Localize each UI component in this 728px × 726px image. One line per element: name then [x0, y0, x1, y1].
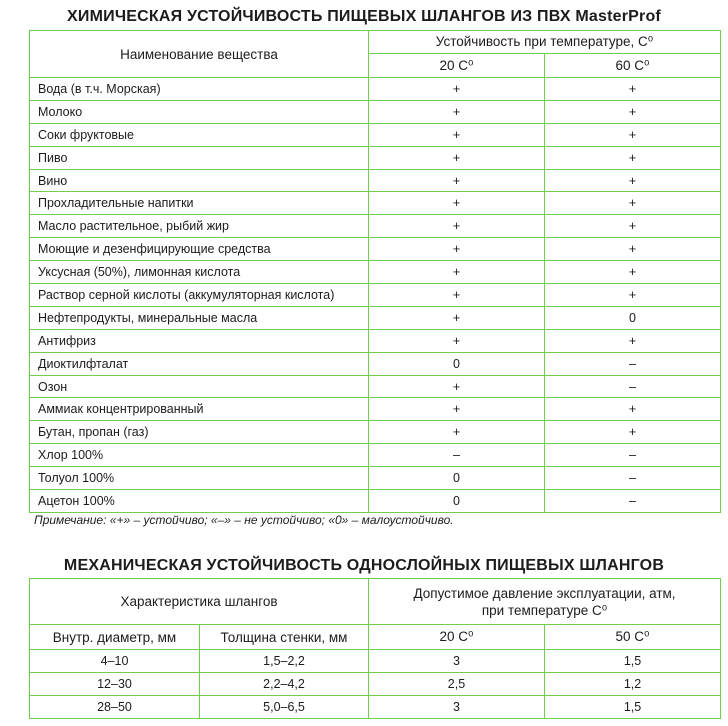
value-20c: –	[369, 444, 545, 467]
substance-name: Соки фруктовые	[30, 123, 369, 146]
table-row	[30, 444, 721, 467]
pressure-50c: 1,5	[545, 650, 721, 673]
value-20c: 0	[369, 352, 545, 375]
header-characteristics: Характеристика шлангов	[30, 579, 369, 625]
header-pressure	[369, 579, 721, 625]
substance-name: Вода (в т.ч. Морская)	[30, 78, 369, 101]
pressure-20c: 3	[369, 650, 545, 673]
table-row	[30, 650, 721, 673]
table-row	[30, 329, 721, 352]
value-20c: 0	[369, 490, 545, 513]
value-60c: +	[545, 100, 721, 123]
table-row	[30, 284, 721, 307]
table-row	[30, 398, 721, 421]
value-60c: +	[545, 261, 721, 284]
chemical-resistance-table	[29, 30, 721, 513]
table-row	[30, 696, 721, 719]
header-temp-50: 50 С⁰	[545, 625, 721, 650]
header-pressure-line2: при температуре С⁰	[481, 602, 608, 618]
value-60c: +	[545, 421, 721, 444]
chemical-table-title: ХИМИЧЕСКАЯ УСТОЙЧИВОСТЬ ПИЩЕВЫХ ШЛАНГОВ ИЗ ПВХ MasterProf	[67, 8, 661, 25]
substance-name: Моющие и дезенфицирующие средства	[30, 238, 369, 261]
table-row	[30, 352, 721, 375]
legend-note: Примечание: «+» – устойчиво; «–» – не устойчиво; «0» – малоустойчиво.	[34, 513, 454, 527]
substance-name: Хлор 100%	[30, 444, 369, 467]
value-20c: +	[369, 100, 545, 123]
wall-thickness: 5,0–6,5	[200, 696, 369, 719]
substance-name: Толуол 100%	[30, 467, 369, 490]
header-temp-20: 20 С⁰	[369, 54, 545, 78]
chemical-table-body	[30, 78, 721, 513]
substance-name: Раствор серной кислоты (аккумуляторная кислота)	[30, 284, 369, 307]
value-20c: +	[369, 261, 545, 284]
mechanical-resistance-table	[29, 578, 721, 719]
value-60c: +	[545, 78, 721, 101]
table-row	[30, 215, 721, 238]
value-60c: +	[545, 238, 721, 261]
pressure-20c: 3	[369, 696, 545, 719]
value-60c: +	[545, 284, 721, 307]
value-20c: +	[369, 306, 545, 329]
value-20c: +	[369, 146, 545, 169]
substance-name: Озон	[30, 375, 369, 398]
value-60c: +	[545, 215, 721, 238]
mechanical-table-title: МЕХАНИЧЕСКАЯ УСТОЙЧИВОСТЬ ОДНОСЛОЙНЫХ ПИЩЕВЫХ ШЛАНГОВ	[63, 557, 665, 574]
table-row	[30, 169, 721, 192]
substance-name: Пиво	[30, 146, 369, 169]
value-60c: –	[545, 467, 721, 490]
wall-thickness: 1,5–2,2	[200, 650, 369, 673]
substance-name: Прохладительные напитки	[30, 192, 369, 215]
substance-name: Вино	[30, 169, 369, 192]
substance-name: Нефтепродукты, минеральные масла	[30, 306, 369, 329]
pressure-50c: 1,5	[545, 696, 721, 719]
table-row	[30, 78, 721, 101]
value-60c: –	[545, 352, 721, 375]
substance-name: Уксусная (50%), лимонная кислота	[30, 261, 369, 284]
value-60c: –	[545, 375, 721, 398]
value-20c: +	[369, 215, 545, 238]
table-row	[30, 490, 721, 513]
substance-name: Антифриз	[30, 329, 369, 352]
table-row	[30, 100, 721, 123]
header-resistance: Устойчивость при температуре, С⁰	[369, 31, 721, 54]
wall-thickness: 2,2–4,2	[200, 673, 369, 696]
value-60c: +	[545, 146, 721, 169]
header-diameter: Внутр. диаметр, мм	[30, 625, 200, 650]
inner-diameter: 4–10	[30, 650, 200, 673]
substance-name: Ацетон 100%	[30, 490, 369, 513]
pressure-20c: 2,5	[369, 673, 545, 696]
table-row	[30, 375, 721, 398]
value-20c: +	[369, 284, 545, 307]
value-60c: +	[545, 329, 721, 352]
value-20c: +	[369, 78, 545, 101]
value-20c: +	[369, 169, 545, 192]
table-row	[30, 238, 721, 261]
value-20c: +	[369, 123, 545, 146]
value-20c: 0	[369, 467, 545, 490]
inner-diameter: 28–50	[30, 696, 200, 719]
table-row	[30, 192, 721, 215]
header-temp-20: 20 С⁰	[369, 625, 545, 650]
value-60c: 0	[545, 306, 721, 329]
substance-name: Масло растительное, рыбий жир	[30, 215, 369, 238]
header-pressure-line1: Допустимое давление эксплуатации, атм,	[413, 585, 676, 601]
value-60c: +	[545, 192, 721, 215]
value-60c: –	[545, 444, 721, 467]
table-row	[30, 421, 721, 444]
value-60c: +	[545, 123, 721, 146]
table-row	[30, 673, 721, 696]
substance-name: Бутан, пропан (газ)	[30, 421, 369, 444]
table-row	[30, 306, 721, 329]
table-row	[30, 467, 721, 490]
mechanical-table-body	[30, 650, 721, 719]
header-substance-name: Наименование вещества	[30, 31, 369, 78]
substance-name: Аммиак концентрированный	[30, 398, 369, 421]
inner-diameter: 12–30	[30, 673, 200, 696]
substance-name: Диоктилфталат	[30, 352, 369, 375]
value-20c: +	[369, 421, 545, 444]
value-60c: –	[545, 490, 721, 513]
header-temp-60: 60 С⁰	[545, 54, 721, 78]
table-row	[30, 123, 721, 146]
value-20c: +	[369, 238, 545, 261]
value-20c: +	[369, 398, 545, 421]
substance-name: Молоко	[30, 100, 369, 123]
pressure-50c: 1,2	[545, 673, 721, 696]
value-60c: +	[545, 398, 721, 421]
value-60c: +	[545, 169, 721, 192]
table-row	[30, 146, 721, 169]
value-20c: +	[369, 375, 545, 398]
value-20c: +	[369, 192, 545, 215]
table-row	[30, 261, 721, 284]
value-20c: +	[369, 329, 545, 352]
header-wall-thickness: Толщина стенки, мм	[200, 625, 369, 650]
